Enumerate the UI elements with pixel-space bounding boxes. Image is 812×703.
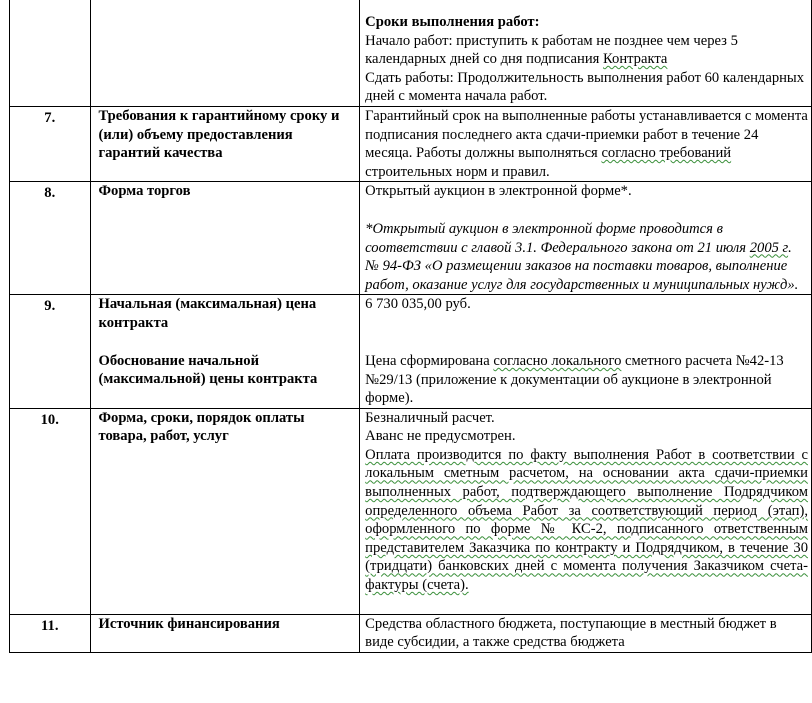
price-basis-label: Обоснование начальной (максимальной) цены контракта <box>98 352 318 388</box>
price-label: Начальная (максимальная) цена контракта <box>98 296 317 331</box>
payment-type: Безналичный расчет. <box>365 409 495 426</box>
row-name <box>90 295 360 408</box>
row-value <box>360 0 812 106</box>
work-start-text: Начало работ: приступить к работам не позднее чем через 5 календарных дней со дня подписания Контракта <box>365 32 738 68</box>
funding-source-text: Средства областного бюджета, поступающие в местный бюджет в виде субсидии, а также средства бюджета <box>365 615 777 651</box>
row-number: 8. <box>10 182 91 295</box>
warranty-text: Гарантийный срок на выполненные работы устанавливается с момента подписания последнего акта сдачи-приемки работ в течение 24 месяца. Работы должны выполняться согласно требований строительных норм и правил. <box>365 107 808 180</box>
row-number <box>10 0 91 106</box>
table-row <box>10 0 812 106</box>
row-value <box>360 614 812 652</box>
advance-info: Аванс не предусмотрен. <box>365 428 516 445</box>
auction-footnote: *Открытый аукцион в электронной форме проводится в соответствии с главой 3.1. Федерального закона от 21 июля 2005 г. № 94-ФЗ «О размещении заказов на поставки товаров, выполнение работ, оказание услуг для государственных и муниципальных нужд». <box>365 220 799 293</box>
row-value <box>360 182 812 295</box>
price-basis-text: Цена сформирована согласно локального сметного расчета №42-13 №29/13 (приложение к документации об аукционе в электронной форме). <box>365 352 784 407</box>
row-name <box>90 0 360 106</box>
work-finish-text: Сдать работы: Продолжительность выполнения работ 60 календарных дней с момента начала работ. <box>365 69 805 105</box>
payment-terms: Оплата производится по факту выполнения Работ в соответствии с локальным сметным расчетом, на основании акта сдачи-приемки выполненных работ, подтверждающего выполнение Подрядчиком определенного объема Работ за соответствующий период (этап), оформленного по форме № КС-2, подписанного ответственным представителем Заказчика по контракту и Подрядчиком, в течение 30 (тридцати) банковских дней с момента получения Заказчиком счета-фактуры (счета). <box>365 446 808 594</box>
table-row <box>10 106 812 181</box>
row-name: Источник финансирования <box>90 614 360 652</box>
row-number: 9. <box>10 295 91 408</box>
work-terms-heading: Сроки выполнения работ: <box>365 14 540 30</box>
row-value <box>360 408 812 614</box>
tender-info-table <box>9 0 812 653</box>
auction-form-text: Открытый аукцион в электронной форме*. <box>365 183 632 200</box>
row-value <box>360 295 812 408</box>
row-value <box>360 106 812 181</box>
table-row <box>10 182 812 295</box>
table-row <box>10 295 812 408</box>
document-page <box>9 0 812 653</box>
row-number: 7. <box>10 106 91 181</box>
row-name: Форма торгов <box>90 182 360 295</box>
row-number: 11. <box>10 614 91 652</box>
table-row <box>10 408 812 614</box>
row-number: 10. <box>10 408 91 614</box>
row-name: Форма, сроки, порядок оплаты товара, работ, услуг <box>90 408 360 614</box>
price-value: 6 730 035,00 руб. <box>365 296 471 313</box>
table-row <box>10 614 812 652</box>
row-name: Требования к гарантийному сроку и (или) объему предоставления гарантий качества <box>90 106 360 181</box>
